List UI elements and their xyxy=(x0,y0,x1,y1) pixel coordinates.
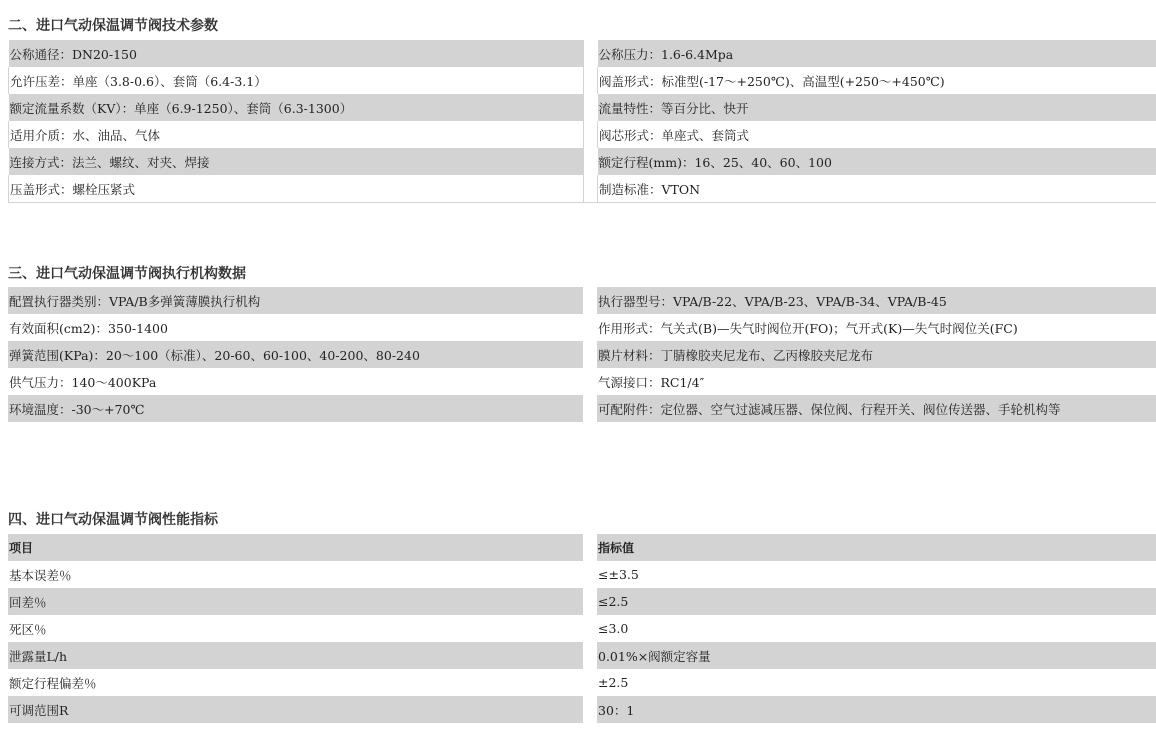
column-gap xyxy=(583,534,597,561)
table-header-row xyxy=(8,534,1156,561)
column-gap xyxy=(583,314,597,341)
section-title-performance: 四、进口气动保温调节阀性能指标 xyxy=(8,512,218,528)
column-gap xyxy=(583,615,597,642)
column-gap xyxy=(584,121,598,148)
param-cell: 气源接口：RC1/4″ xyxy=(597,368,1156,395)
table-row xyxy=(9,121,1156,148)
param-cell: 膜片材料：丁腈橡胶夹尼龙布、乙丙橡胶夹尼龙布 xyxy=(597,341,1156,368)
column-gap xyxy=(583,588,597,615)
table-row xyxy=(8,669,1156,696)
table-row xyxy=(9,67,1156,94)
param-cell: 作用形式：气关式(B)—失气时阀位开(FO)；气开式(K)—失气时阀位关(FC) xyxy=(597,314,1156,341)
param-cell: 流量特性：等百分比、快开 xyxy=(598,94,1156,121)
column-gap xyxy=(583,696,597,723)
value-cell: ≤2.5 xyxy=(597,588,1156,615)
table-row xyxy=(8,588,1156,615)
item-cell: 基本误差％ xyxy=(8,561,583,588)
value-cell: ≤3.0 xyxy=(597,615,1156,642)
table-row xyxy=(8,341,1156,368)
param-cell: 制造标准：VTON xyxy=(598,175,1156,203)
table-row xyxy=(8,642,1156,669)
column-header-value: 指标值 xyxy=(597,534,1156,561)
param-cell: 可配附件：定位器、空气过滤减压器、保位阀、行程开关、阀位传送器、手轮机构等 xyxy=(597,395,1156,422)
table-row xyxy=(9,148,1156,175)
table-row xyxy=(8,287,1156,314)
tech-params-table xyxy=(8,40,1156,203)
section-title-actuator-data: 三、进口气动保温调节阀执行机构数据 xyxy=(8,266,246,282)
param-cell: 公称压力：1.6-6.4Mpa xyxy=(598,40,1156,67)
column-gap xyxy=(583,287,597,314)
item-cell: 回差％ xyxy=(8,588,583,615)
param-cell: 适用介质：水、油品、气体 xyxy=(9,121,584,148)
param-cell: 阀盖形式：标准型(-17～+250℃)、高温型(+250～+450℃) xyxy=(598,67,1156,94)
actuator-data-table xyxy=(8,287,1156,422)
param-cell: 环境温度：-30～+70℃ xyxy=(8,395,583,422)
column-gap xyxy=(584,175,598,203)
param-cell: 阀芯形式：单座式、套筒式 xyxy=(598,121,1156,148)
param-cell: 供气压力：140～400KPa xyxy=(8,368,583,395)
table-row xyxy=(9,175,1156,203)
table-row xyxy=(9,94,1156,121)
value-cell: ±2.5 xyxy=(597,669,1156,696)
table-row xyxy=(8,368,1156,395)
column-gap xyxy=(583,642,597,669)
table-row xyxy=(8,561,1156,588)
value-cell: 30：1 xyxy=(597,696,1156,723)
column-gap xyxy=(584,148,598,175)
param-cell: 连接方式：法兰、螺纹、对夹、焊接 xyxy=(9,148,584,175)
table-row xyxy=(9,40,1156,67)
param-cell: 弹簧范围(KPa)：20～100（标准）、20-60、60-100、40-200、80-240 xyxy=(8,341,583,368)
param-cell: 执行器型号：VPA/B-22、VPA/B-23、VPA/B-34、VPA/B-45 xyxy=(597,287,1156,314)
table-row xyxy=(8,696,1156,723)
param-cell: 允许压差：单座（3.8-0.6）、套筒（6.4-3.1） xyxy=(9,67,584,94)
item-cell: 死区％ xyxy=(8,615,583,642)
performance-table xyxy=(8,534,1156,723)
section-title-tech-params: 二、进口气动保温调节阀技术参数 xyxy=(8,18,218,34)
table-row xyxy=(8,314,1156,341)
column-gap xyxy=(584,67,598,94)
column-gap xyxy=(583,368,597,395)
value-cell: ≤±3.5 xyxy=(597,561,1156,588)
column-gap xyxy=(584,94,598,121)
item-cell: 额定行程偏差％ xyxy=(8,669,583,696)
table-row xyxy=(8,615,1156,642)
column-header-item: 项目 xyxy=(8,534,583,561)
param-cell: 额定流量系数（KV）：单座（6.9-1250）、套筒（6.3-1300） xyxy=(9,94,584,121)
value-cell: 0.01%×阀额定容量 xyxy=(597,642,1156,669)
param-cell: 配置执行器类别：VPA/B多弹簧薄膜执行机构 xyxy=(8,287,583,314)
param-cell: 有效面积(cm2)：350-1400 xyxy=(8,314,583,341)
column-gap xyxy=(583,395,597,422)
param-cell: 压盖形式：螺栓压紧式 xyxy=(9,175,584,203)
column-gap xyxy=(583,561,597,588)
column-gap xyxy=(584,40,598,67)
item-cell: 可调范围R xyxy=(8,696,583,723)
column-gap xyxy=(583,341,597,368)
table-row xyxy=(8,395,1156,422)
item-cell: 泄露量L/h xyxy=(8,642,583,669)
param-cell: 额定行程(mm)：16、25、40、60、100 xyxy=(598,148,1156,175)
column-gap xyxy=(583,669,597,696)
param-cell: 公称通径：DN20-150 xyxy=(9,40,584,67)
